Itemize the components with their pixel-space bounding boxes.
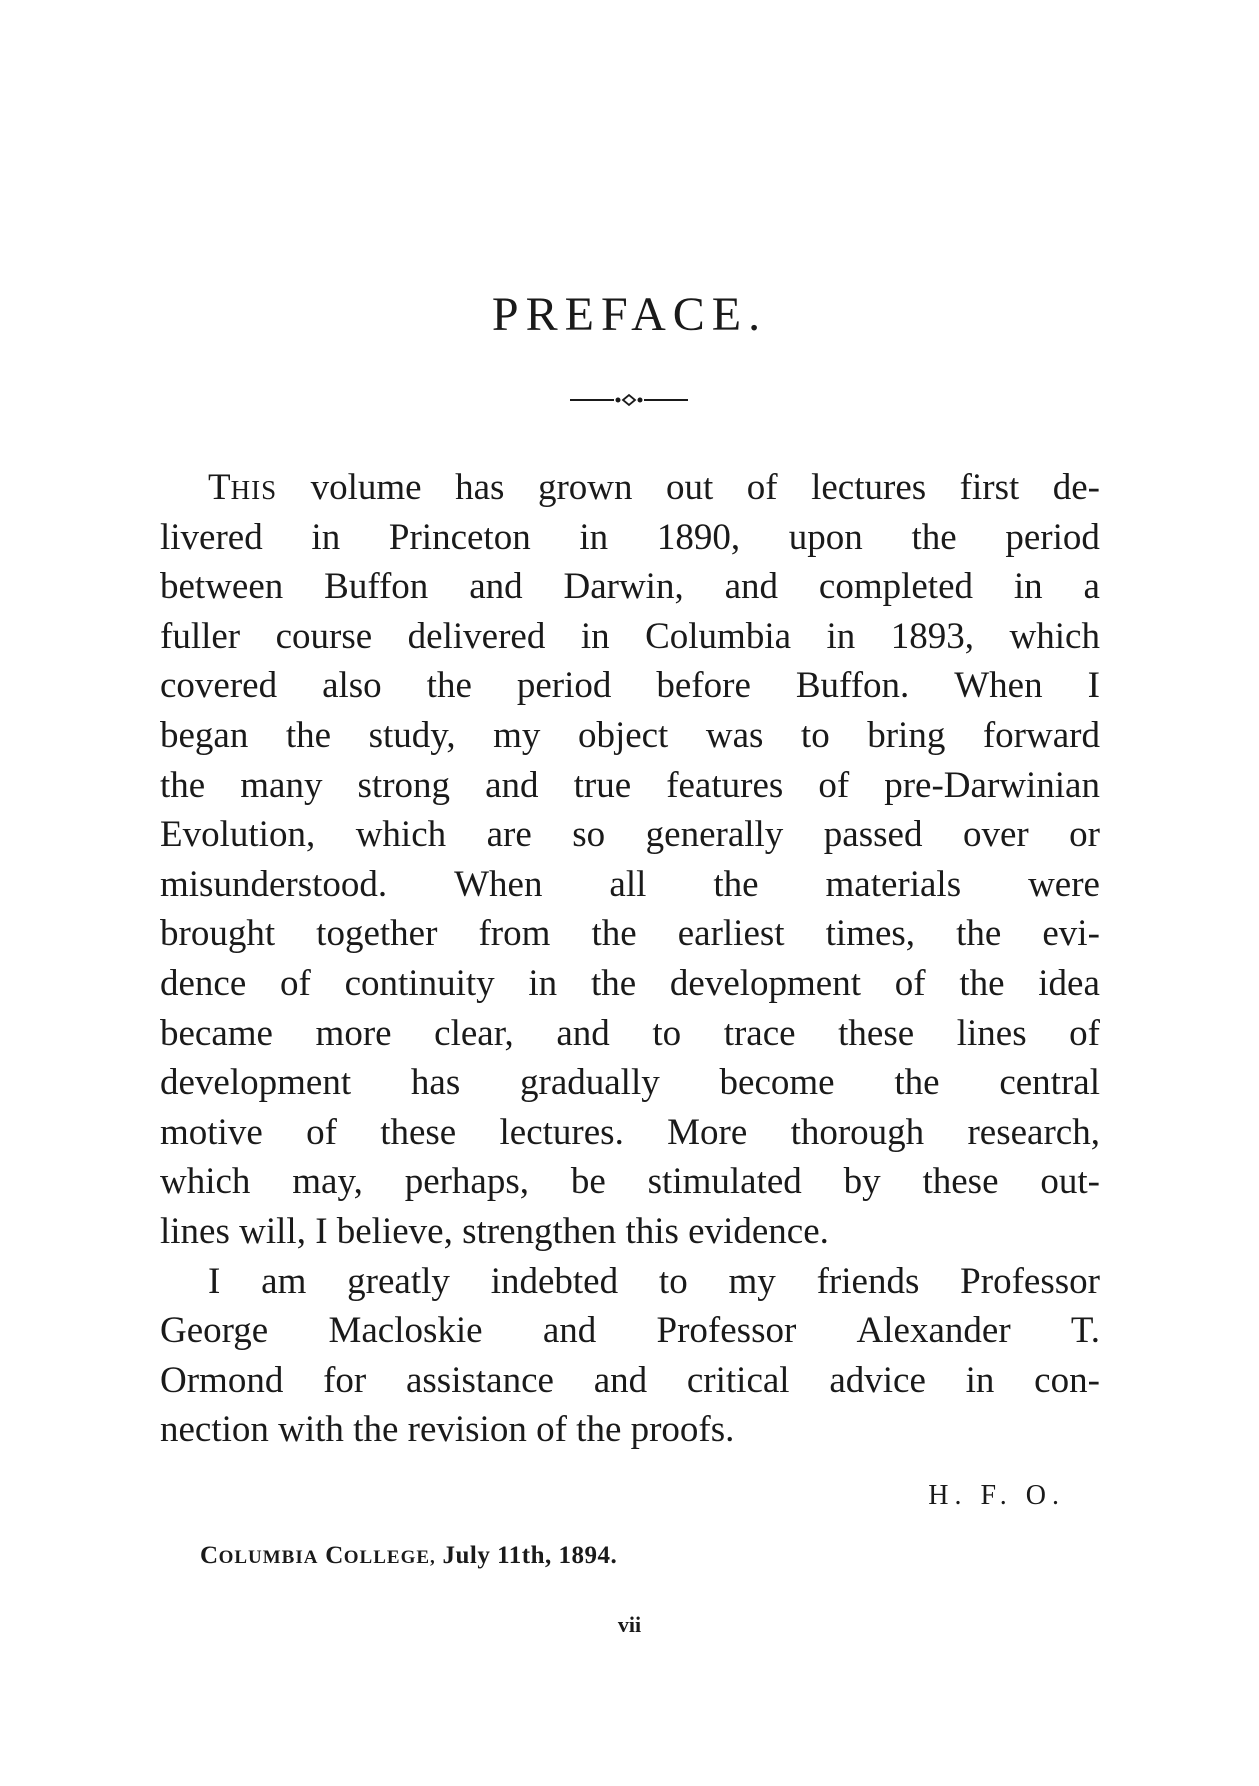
word: these	[838, 1012, 915, 1054]
word: Ormond	[160, 1359, 284, 1401]
word: the	[894, 1062, 940, 1104]
word: first	[959, 467, 1020, 508]
word: generally	[645, 814, 784, 856]
word: and	[542, 1310, 597, 1352]
word: When	[954, 665, 1043, 707]
word: grown	[537, 467, 633, 508]
word: am	[261, 1260, 307, 1302]
word: completed	[818, 566, 974, 608]
word: more	[315, 1012, 392, 1054]
word: the	[959, 962, 1005, 1004]
word: I	[208, 1260, 221, 1302]
word: When	[454, 863, 543, 905]
word: brought	[160, 913, 276, 955]
word: the	[591, 913, 637, 955]
text-line	[160, 1009, 1100, 1059]
word: in	[311, 516, 341, 558]
text-line	[160, 463, 1100, 513]
word: lines	[956, 1012, 1027, 1054]
word: greatly	[347, 1260, 450, 1302]
word: were	[1028, 863, 1100, 905]
word: in	[826, 615, 856, 657]
paragraph-1	[160, 463, 1100, 1257]
word: all	[609, 863, 647, 905]
drop-word-rest: HIS	[230, 475, 278, 505]
word: and	[593, 1359, 648, 1401]
paragraph-2	[160, 1257, 1100, 1455]
word: con-	[1034, 1359, 1100, 1401]
text-line	[160, 810, 1100, 860]
word: be	[570, 1161, 606, 1203]
word: and	[556, 1012, 610, 1054]
text-line	[160, 1108, 1100, 1158]
word: for	[323, 1359, 367, 1401]
word: has	[410, 1062, 461, 1104]
word: clear,	[434, 1012, 514, 1054]
word: to	[652, 1012, 682, 1054]
word: Darwin,	[563, 566, 684, 608]
word: the	[426, 665, 472, 707]
text-line	[160, 513, 1100, 563]
text-line	[160, 1356, 1100, 1406]
first-word	[208, 463, 277, 513]
word: Evolution,	[160, 814, 316, 856]
page-title: PREFACE.	[491, 288, 768, 341]
word: in	[965, 1359, 995, 1401]
word: Alexander	[856, 1310, 1011, 1352]
word: I	[1087, 665, 1100, 707]
word: so	[572, 814, 606, 856]
word: or	[1069, 814, 1100, 856]
word: are	[486, 814, 532, 856]
word: evi-	[1042, 913, 1100, 955]
word: bring	[867, 714, 946, 756]
word: 1890,	[656, 516, 741, 558]
word: of	[746, 467, 778, 508]
word: to	[800, 714, 830, 756]
dateline	[200, 1542, 617, 1570]
word: which	[160, 1161, 251, 1203]
word: became	[160, 1012, 273, 1054]
word: volume	[310, 467, 422, 508]
word: advice	[829, 1359, 926, 1401]
text-line	[160, 661, 1100, 711]
word: the	[160, 764, 206, 806]
word: between	[160, 566, 284, 608]
text-line: lines will, I believe, strengthen this evidence.	[160, 1210, 829, 1252]
word: dence	[160, 962, 247, 1004]
text-line: nection with the revision of the proofs.	[160, 1409, 735, 1451]
word: stimulated	[647, 1161, 802, 1203]
word: upon	[788, 516, 863, 558]
word: fuller	[160, 615, 241, 657]
word: pre-Darwinian	[884, 764, 1100, 806]
word: trace	[723, 1012, 796, 1054]
word: to	[658, 1260, 688, 1302]
word: period	[1005, 516, 1100, 558]
word: the	[713, 863, 759, 905]
word: research,	[967, 1111, 1100, 1153]
word: Buffon.	[795, 665, 910, 707]
word: was	[705, 714, 764, 756]
word: forward	[982, 714, 1100, 756]
word: thorough	[790, 1111, 925, 1153]
word: period	[516, 665, 612, 707]
text-line	[160, 1058, 1100, 1108]
word: Professor	[960, 1260, 1100, 1302]
text-line	[160, 761, 1100, 811]
word: in	[580, 615, 610, 657]
text-line	[160, 711, 1100, 761]
text-line	[160, 860, 1100, 910]
word: T.	[1070, 1310, 1100, 1352]
word: George	[160, 1310, 269, 1352]
word: become	[719, 1062, 835, 1104]
word: Professor	[656, 1310, 797, 1352]
word: in	[579, 516, 609, 558]
word: and	[724, 566, 779, 608]
word: critical	[686, 1359, 790, 1401]
word: of	[280, 962, 311, 1004]
dateline-cap: C	[325, 1542, 344, 1569]
word: in	[528, 962, 558, 1004]
word: course	[275, 615, 373, 657]
word: may,	[292, 1161, 363, 1203]
word: before	[656, 665, 751, 707]
word: the	[911, 516, 957, 558]
word: de-	[1052, 467, 1100, 508]
word: also	[322, 665, 382, 707]
word: object	[577, 714, 669, 756]
text-line	[160, 1257, 1100, 1307]
word: together	[316, 913, 438, 955]
word: and	[485, 764, 539, 806]
word: out	[665, 467, 714, 508]
word: 1893,	[890, 615, 975, 657]
word: these	[380, 1111, 457, 1153]
word: has	[455, 467, 505, 508]
page-number: vii	[617, 1612, 642, 1637]
dateline-date: July 11th, 1894.	[442, 1542, 618, 1569]
word: the	[590, 962, 637, 1004]
word: of	[894, 962, 926, 1004]
word: of	[1069, 1012, 1100, 1054]
word: covered	[160, 665, 278, 707]
word: central	[999, 1062, 1100, 1104]
word: began	[160, 714, 249, 756]
word: Macloskie	[328, 1310, 483, 1352]
word: true	[573, 764, 632, 806]
word: misunderstood.	[160, 863, 388, 905]
word: materials	[825, 863, 962, 905]
word: development	[669, 962, 861, 1004]
preface-body	[160, 463, 1100, 1455]
word: idea	[1038, 962, 1100, 1004]
word: many	[240, 764, 323, 806]
word: of	[818, 764, 850, 806]
author-initials: H. F. O.	[928, 1480, 1065, 1511]
word: friends	[816, 1260, 920, 1302]
word: continuity	[344, 962, 495, 1004]
text-line	[160, 959, 1100, 1009]
word: in	[1013, 566, 1043, 608]
text-line	[160, 562, 1100, 612]
dateline-smallcaps: OLLEGE,	[343, 1547, 436, 1568]
word: indebted	[490, 1260, 619, 1302]
dateline-cap: C	[200, 1542, 219, 1569]
word: delivered	[407, 615, 546, 657]
text-line	[160, 612, 1100, 662]
word: a	[1083, 566, 1100, 608]
word: and	[469, 566, 523, 608]
word: lectures.	[499, 1111, 624, 1153]
word: over	[962, 814, 1029, 856]
word: the	[285, 714, 332, 756]
word: lectures	[811, 467, 927, 508]
text-line	[160, 1306, 1100, 1356]
word: gradually	[520, 1062, 660, 1104]
word: from	[478, 913, 551, 955]
word: development	[160, 1062, 352, 1104]
word: motive	[160, 1111, 263, 1153]
word: passed	[823, 814, 923, 856]
word: More	[667, 1111, 748, 1153]
word: which	[1009, 615, 1100, 657]
word: assistance	[405, 1359, 554, 1401]
word: these	[922, 1161, 999, 1203]
word: out-	[1040, 1161, 1100, 1203]
word: by	[843, 1161, 881, 1203]
word: perhaps,	[404, 1161, 530, 1203]
word: livered	[160, 516, 263, 558]
dateline-smallcaps: OLUMBIA	[218, 1547, 319, 1568]
word: Buffon	[324, 566, 429, 608]
word: strong	[357, 764, 451, 806]
word: which	[355, 814, 447, 856]
word: times,	[825, 913, 916, 955]
word: study,	[368, 714, 456, 756]
text-line	[160, 1157, 1100, 1207]
word: features	[666, 764, 784, 806]
word: earliest	[677, 913, 785, 955]
word: Columbia	[645, 615, 792, 657]
word: my	[493, 714, 541, 756]
word: the	[956, 913, 1002, 955]
text-line	[160, 909, 1100, 959]
divider-ornament-icon	[570, 392, 688, 408]
word: Princeton	[388, 516, 531, 558]
word: my	[728, 1260, 776, 1302]
word: of	[306, 1111, 337, 1153]
drop-word-cap: T	[208, 467, 231, 508]
